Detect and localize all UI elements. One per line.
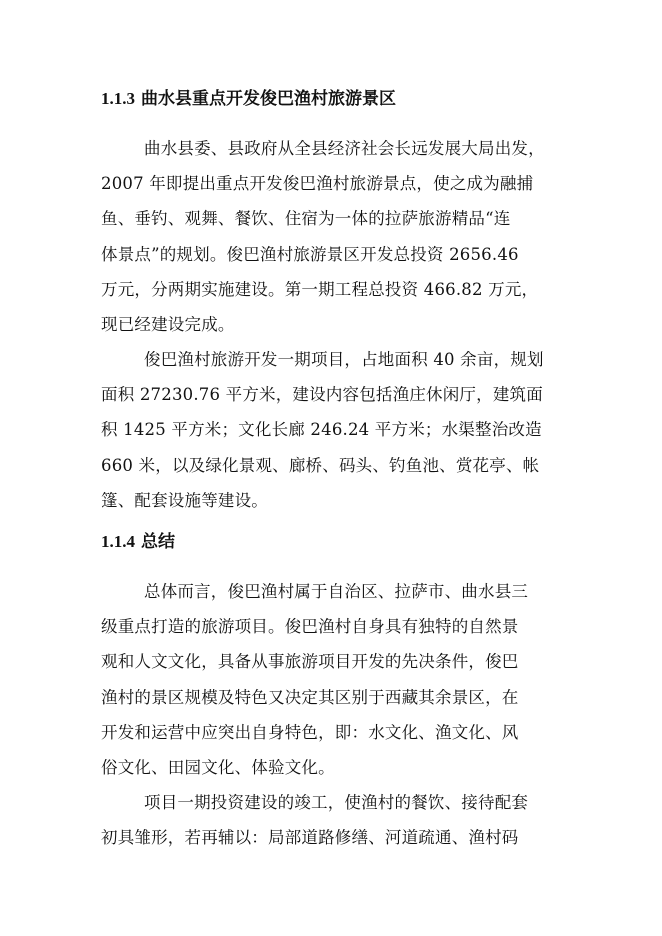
text-line: 篷、配套设施等建设。 [101,490,268,510]
paragraph-completion [101,785,561,855]
section-title: 总结 [141,532,175,552]
text-line: 观和人文文化，具备从事旅游项目开发的先决条件，俊巴 [101,652,519,672]
text-line: 总体而言，俊巴渔村属于自治区、拉萨市、曲水县三 [144,582,529,601]
text-line: 现已经建设完成。 [101,314,235,334]
paragraph-phase-one [101,342,561,518]
text-line: 开发和运营中应突出自身特色，即：水文化、渔文化、风 [101,722,519,742]
paragraph-development-plan [101,131,561,342]
section-title: 曲水县重点开发俊巴渔村旅游景区 [141,89,396,109]
text-line: 鱼、垂钓、观舞、餐饮、住宿为一体的拉萨旅游精品“连 [101,209,511,229]
text-line: 俗文化、田园文化、体验文化。 [101,757,335,777]
text-line: 2007 年即提出重点开发俊巴渔村旅游景点，使之成为融捕 [101,174,534,194]
section-number: 1.1.4 [101,532,135,551]
section-number: 1.1.3 [101,89,135,108]
text-line: 俊巴渔村旅游开发一期项目，占地面积 40 余亩，规划 [144,350,544,369]
text-line: 渔村的景区规模及特色又决定其区别于西藏其余景区，在 [101,687,519,707]
text-line: 项目一期投资建设的竣工，使渔村的餐饮、接待配套 [144,793,529,812]
section-heading-1-1-3 [101,88,396,110]
text-line: 万元，分两期实施建设。第一期工程总投资 466.82 万元， [101,279,539,299]
text-line: 体景点”的规划。俊巴渔村旅游景区开发总投资 2656.46 [101,244,519,264]
text-line: 初具雏形，若再辅以：局部道路修缮、河道疏通、渔村码 [101,828,519,848]
text-line: 660 米，以及绿化景观、廊桥、码头、钓鱼池、赏花亭、帐 [101,455,540,475]
text-line: 面积 27230.76 平方米，建设内容包括渔庄休闲厅，建筑面 [101,385,543,405]
text-line: 级重点打造的旅游项目。俊巴渔村自身具有独特的自然景 [101,617,519,637]
text-line: 积 1425 平方米；文化长廊 246.24 平方米；水渠整治改造 [101,420,542,440]
section-heading-1-1-4 [101,531,175,553]
paragraph-summary [101,574,561,785]
text-line: 曲水县委、县政府从全县经济社会长远发展大局出发， [144,139,545,158]
